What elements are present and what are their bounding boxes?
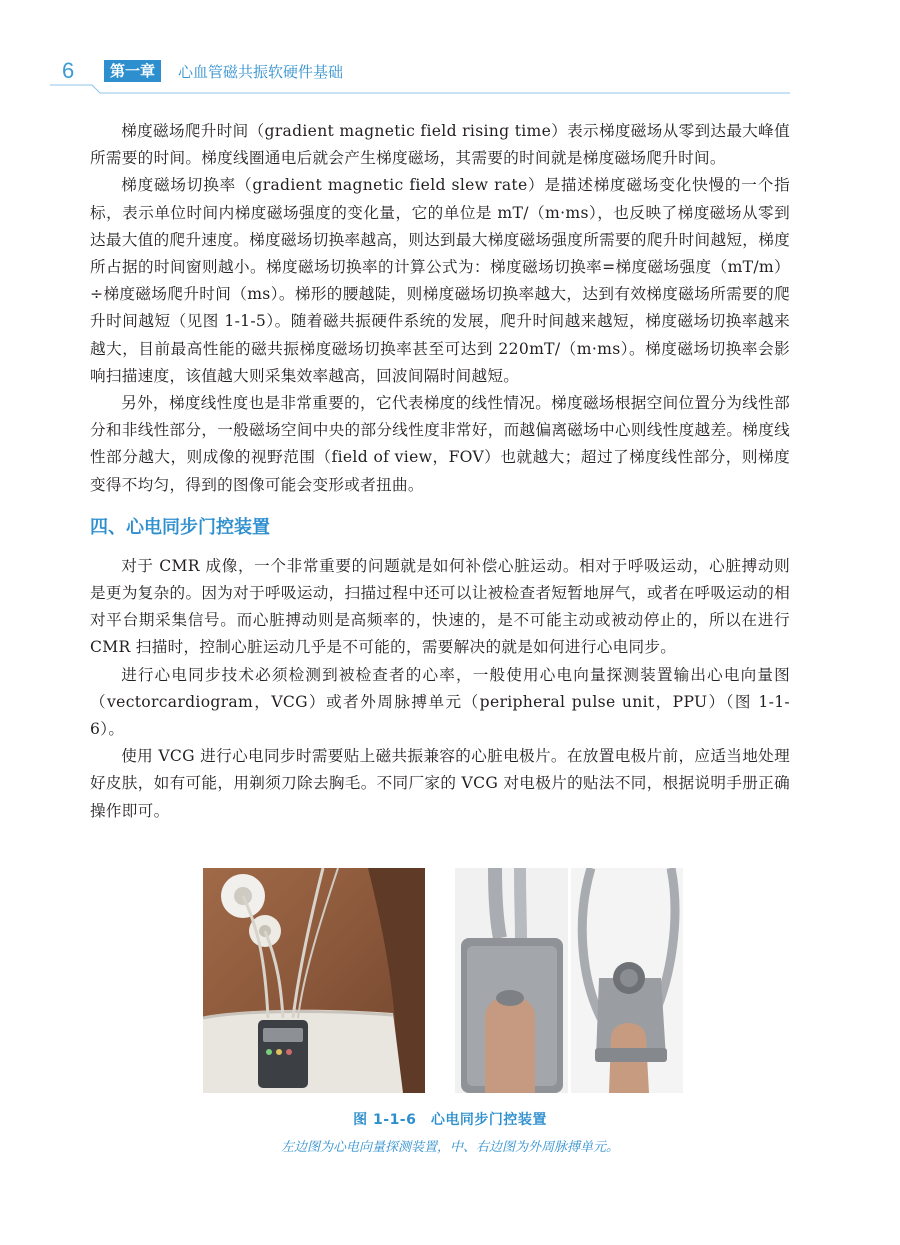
paragraph-cmr-motion: 对于 CMR 成像，一个非常重要的问题就是如何补偿心脏运动。相对于呼吸运动，心脏搏动则是更为复杂的。因为对于呼吸运动，扫描过程中还可以让被检查者短暂地屏气，或者在呼吸运动的相对平台期采集信号。而心脏搏动则是高频率的，快速的，是不可能主动或被动停止的，所以在进行 CMR 扫描时，控制心脏运动几乎是不可能的，需要解决的就是如何进行心电同步。 bbox=[90, 556, 790, 657]
paragraph-vcg: 使用 VCG 进行心电同步时需要贴上磁共振兼容的心脏电极片。在放置电极片前，应适当地处理好皮肤，如有可能，用剃须刀除去胸毛。不同厂家的 VCG 对电极片的贴法不同，根据说明手册正确操作即可。 bbox=[90, 747, 790, 820]
header-rule bbox=[0, 83, 900, 95]
paragraph-slew-rate: 梯度磁场切换率（gradient magnetic field slew rate）是描述梯度磁场变化快慢的一个指标，表示单位时间内梯度磁场强度的变化量，它的单位是 mT/（m·ms），也反映了梯度磁场从零到达最大值的爬升速度。梯度磁场切换率越高，则达到最大梯度磁场强度所需要的爬升时间越短，梯度所占据的时间窗则越小。梯度磁场切换率的计算公式为：梯度磁场切换率=梯度磁场强度（mT/m）÷梯度磁场爬升时间（ms）。梯形的腰越陡，则梯度磁场切换率越大，达到有效梯度磁场所需要的爬升时间越短（见图 1-1-5）。随着磁共振硬件系统的发展，爬升时间越来越短，梯度磁场切换率越来越大，目前最高性能的磁共振梯度磁场切换率甚至可达到 220mT/（m·ms）。梯度磁场切换率会影响扫描速度，该值越大则采集效率越高，回波间隔时间越短。 bbox=[90, 176, 790, 385]
chapter-tag: 第一章 bbox=[104, 60, 161, 82]
body-text bbox=[90, 118, 790, 825]
paragraph-rising-time: 梯度磁场爬升时间（gradient magnetic field rising time）表示梯度磁场从零到达最大峰值所需要的时间。梯度线圈通电后就会产生梯度磁场，其需要的时间就是梯度磁场爬升时间。 bbox=[90, 122, 790, 168]
vcg-photo bbox=[203, 868, 425, 1093]
ppu-sensor-front-photo bbox=[455, 868, 568, 1093]
paragraph-linearity: 另外，梯度线性度也是非常重要的，它代表梯度的线性情况。梯度磁场根据空间位置分为线性部分和非线性部分，一般磁场空间中央的部分线性度非常好，而越偏离磁场中心则线性度越差。梯度线性部分越大，则成像的视野范围（field of view，FOV）也就越大；超过了梯度线性部分，则梯度变得不均匀，得到的图像可能会变形或者扭曲。 bbox=[90, 394, 790, 494]
page-header bbox=[0, 0, 900, 100]
section-heading: 四、心电同步门控装置 bbox=[90, 516, 270, 538]
page-number: 6 bbox=[62, 58, 75, 83]
paragraph-heart-rate: 进行心电同步技术必须检测到被检查者的心率，一般使用心电向量探测装置输出心电向量图（vectorcardiogram，VCG）或者外周脉搏单元（peripheral pulse unit，PPU）（图 1-1-6）。 bbox=[90, 665, 790, 739]
ppu-sensor-side-photo bbox=[571, 868, 683, 1093]
figure-caption-title: 图 1-1-6 心电同步门控装置 bbox=[353, 1112, 547, 1128]
chapter-title: 心血管磁共振软硬件基础 bbox=[178, 63, 344, 81]
figure-caption-note: 左边图为心电向量探测装置，中、右边图为外周脉搏单元。 bbox=[280, 1140, 619, 1155]
figure-1-1-6 bbox=[203, 868, 683, 1093]
